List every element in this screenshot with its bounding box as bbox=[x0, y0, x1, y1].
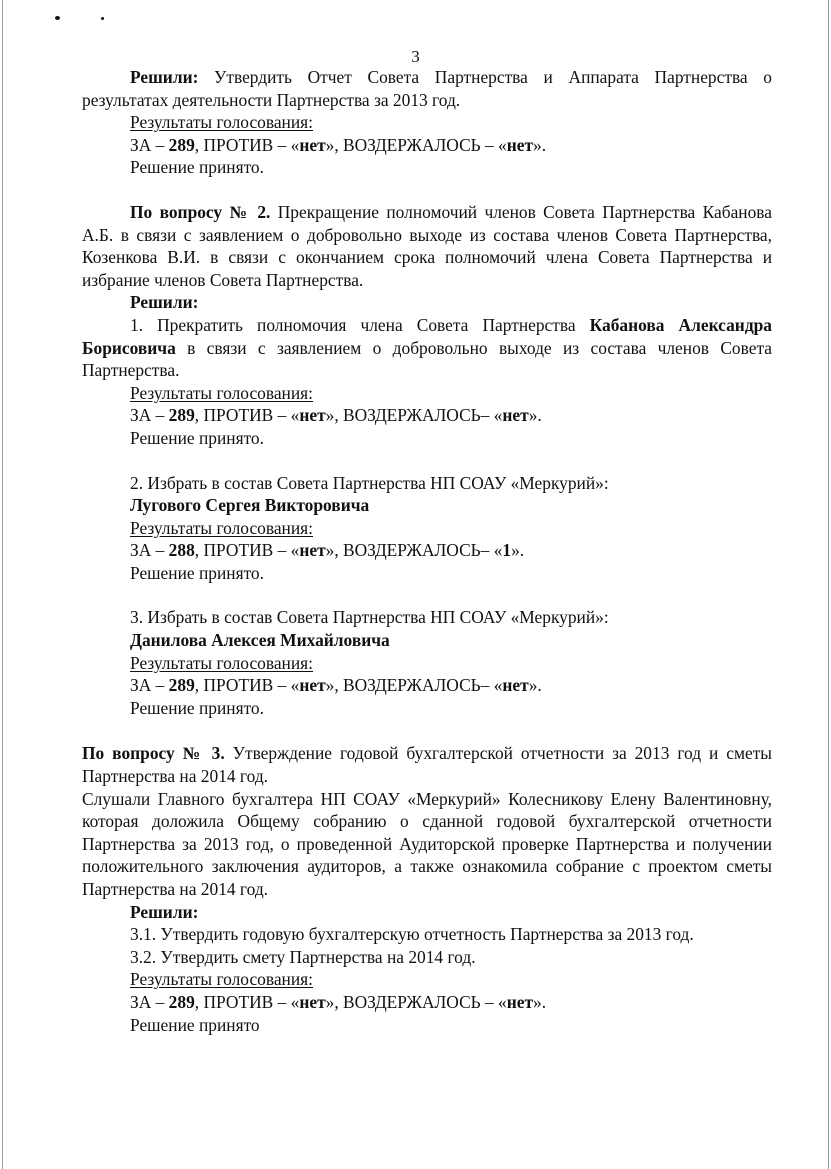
member-name: Данилова Алексея Михайловича bbox=[130, 630, 390, 651]
vote-results-label: Результаты голосования: bbox=[130, 382, 313, 403]
heard-paragraph: Слушали Главного бухгалтера НП СОАУ «Меркурий» Колесникову Елену Валентиновну, которая доложила Общему собранию о сданной годовой бухгалтерской отчетности Партнерства за 2013 год, о проведенной Аудиторской проверке Партнерства и получении положительного заключения аудиторов, а также ознакомила собрание с проектом сметы Партнерства на 2014 год. bbox=[82, 788, 772, 899]
resolution-paragraph bbox=[82, 66, 772, 111]
decision-line: Решение принято. bbox=[130, 427, 264, 448]
resolved-label: Решили: bbox=[130, 292, 199, 313]
question-3-text: Утверждение годовой бухгалтерской отчетности за 2013 год и сметы Партнерства на 2014 год. bbox=[82, 743, 772, 787]
member-name: Лугового Сергея Викторовича bbox=[130, 495, 370, 516]
item-1-paragraph: 1. Прекратить полномочия члена Совета Партнерства Кабанова Александра Борисовича в связи с заявлением о добровольно выходе из состава членов Совета Партнерства. bbox=[82, 314, 772, 381]
item-3-paragraph: 3. Избрать в состав Совета Партнерства НП СОАУ «Меркурий»: bbox=[130, 607, 609, 628]
scan-left-edge bbox=[2, 0, 3, 1169]
decision-line: Решение принято. bbox=[130, 562, 264, 583]
spacer bbox=[82, 584, 772, 606]
question-2-paragraph bbox=[82, 201, 772, 291]
vote-line: ЗА – 289, ПРОТИВ – «нет», ВОЗДЕРЖАЛОСЬ– «нет». bbox=[130, 675, 542, 696]
vote-results-label: Результаты голосования: bbox=[130, 517, 313, 538]
vote-results-label: Результаты голосования: bbox=[130, 969, 313, 990]
scan-speck bbox=[55, 16, 60, 20]
decision-line: Решение принято. bbox=[130, 157, 264, 178]
question-2-heading: По вопросу № 2. bbox=[130, 201, 271, 222]
document-body bbox=[82, 66, 772, 1036]
question-3-heading: По вопросу № 3. bbox=[82, 743, 225, 764]
spacer bbox=[82, 179, 772, 201]
vote-line: ЗА – 288, ПРОТИВ – «нет», ВОЗДЕРЖАЛОСЬ– «1». bbox=[130, 540, 525, 561]
resolved-label: Решили: bbox=[130, 67, 199, 87]
question-2-text: Прекращение полномочий членов Совета Партнерства Кабанова А.Б. в связи с заявлением о добровольно выходе из состава членов Совета Партнерства, Козенкова В.И. в связи с окончанием срока полномочий члена Совета Партнерства и избрание членов Совета Партнерства. bbox=[82, 201, 772, 290]
vote-line: ЗА – 289, ПРОТИВ – «нет», ВОЗДЕРЖАЛОСЬ – «нет». bbox=[130, 991, 547, 1012]
resolution-3-2: 3.2. Утвердить смету Партнерства на 2014 год. bbox=[130, 946, 476, 967]
spacer bbox=[82, 450, 772, 472]
decision-line: Решение принято. bbox=[130, 697, 264, 718]
item-2-paragraph: 2. Избрать в состав Совета Партнерства НП СОАУ «Меркурий»: bbox=[130, 472, 609, 493]
spacer bbox=[82, 719, 772, 742]
decision-line: Решение принято bbox=[130, 1014, 260, 1035]
vote-results-label: Результаты голосования: bbox=[130, 652, 313, 673]
vote-results-label: Результаты голосования: bbox=[130, 112, 313, 133]
resolution-3-1: 3.1. Утвердить годовую бухгалтерскую отчетность Партнерства за 2013 год. bbox=[130, 924, 694, 945]
resolved-label: Решили: bbox=[130, 901, 199, 922]
resolution-text: Утвердить Отчет Совета Партнерства и Аппарата Партнерства о результатах деятельности Партнерства за 2013 год. bbox=[82, 67, 772, 110]
page-number: 3 bbox=[411, 47, 420, 66]
vote-line: ЗА – 289, ПРОТИВ – «нет», ВОЗДЕРЖАЛОСЬ– «нет». bbox=[130, 405, 542, 426]
question-3-paragraph bbox=[82, 742, 772, 787]
vote-line: ЗА – 289, ПРОТИВ – «нет», ВОЗДЕРЖАЛОСЬ – «нет». bbox=[130, 134, 547, 155]
member-name: Кабанова Александра Борисовича bbox=[82, 314, 772, 358]
scan-right-edge bbox=[828, 0, 829, 1169]
scan-speck bbox=[101, 17, 104, 20]
